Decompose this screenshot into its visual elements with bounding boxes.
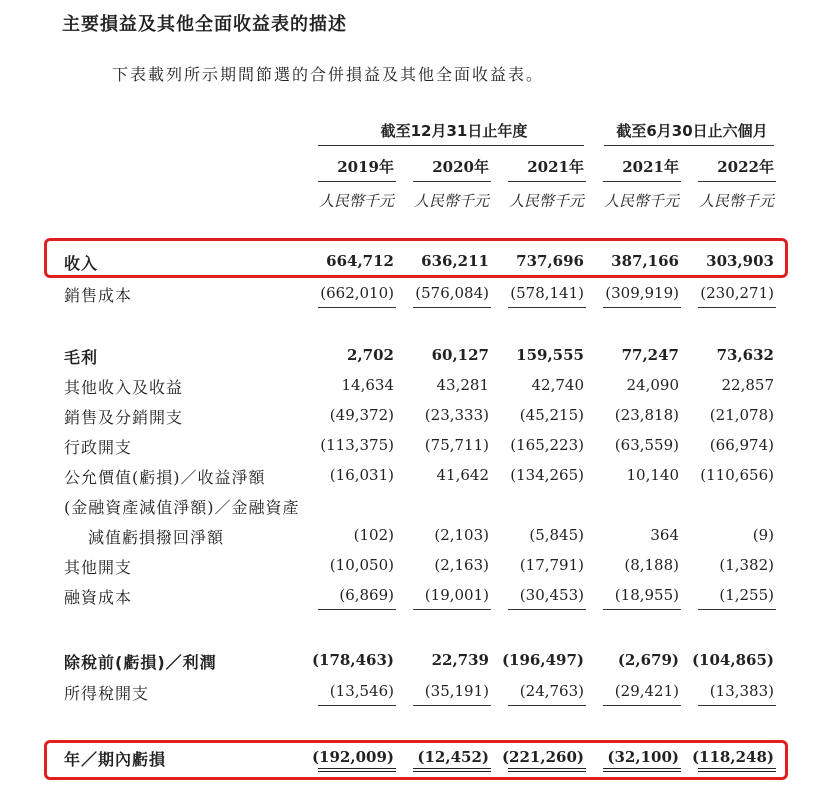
row-label: 毛利 [64,348,99,367]
row-label: 除稅前(虧損)／利潤 [64,653,217,672]
row-label: 銷售及分銷開支 [64,408,184,427]
cell-value: (6,869) [339,586,394,604]
cell-value: (9) [752,526,774,544]
row-label: 所得稅開支 [64,684,150,703]
cell-value: (13,383) [709,682,774,700]
cell-value: (102) [353,526,394,544]
subtotal-underline [413,307,491,308]
cell-value: (32,100) [607,748,679,766]
row-label: 行政開支 [64,438,133,457]
subtotal-underline [318,307,396,308]
cell-value: 387,166 [611,252,679,270]
cell-value: (1,382) [719,556,774,574]
total-double-underline [318,771,396,772]
cell-value: (16,031) [329,466,394,484]
cell-value: (134,265) [510,466,584,484]
total-double-underline [603,768,681,769]
total-double-underline [413,768,491,769]
cell-value: (5,845) [529,526,584,544]
year-underline [318,181,396,182]
cell-value: (578,141) [510,284,584,302]
table-row-income-tax [0,676,820,706]
cell-value: (1,255) [719,586,774,604]
cell-value: (110,656) [700,466,774,484]
row-label: 公允價值(虧損)／收益淨額 [64,468,266,487]
cell-value: 14,634 [341,376,394,394]
subtotal-underline [508,609,586,610]
cell-value: 42,740 [531,376,584,394]
year-header: 2021年 [527,158,584,176]
group-header-underline [318,145,584,146]
cell-value: 43,281 [436,376,489,394]
unit-label: 人民幣千元 [413,192,489,210]
cell-value: (13,546) [329,682,394,700]
table-row-impairment [0,520,820,550]
table-row-other-expenses [0,550,820,580]
table-row-cost-of-sales [0,278,820,308]
cell-value: (221,260) [501,748,584,766]
cell-value: (17,791) [519,556,584,574]
cell-value: (104,865) [691,651,774,669]
cell-value: (662,010) [320,284,394,302]
cell-value: (63,559) [614,436,679,454]
cell-value: (24,763) [519,682,584,700]
total-double-underline [318,768,396,769]
cell-value: (19,001) [424,586,489,604]
subtotal-underline [698,705,776,706]
table-row-selling-expenses [0,400,820,430]
cell-value: (21,078) [709,406,774,424]
cell-value: 24,090 [626,376,679,394]
intro-text: 下表載列所示期間節選的合併損益及其他全面收益表。 [112,65,545,84]
table-row-impairment-heading [0,490,820,520]
subtotal-underline [508,705,586,706]
cell-value: (49,372) [329,406,394,424]
row-label: 銷售成本 [64,286,133,305]
table-row-loss [0,742,820,772]
table-row-finance-costs [0,580,820,610]
cell-value: 22,857 [721,376,774,394]
total-double-underline [508,768,586,769]
cell-value: 2,702 [347,346,394,364]
cell-value: (113,375) [320,436,394,454]
cell-value: 159,555 [516,346,584,364]
cell-value: (576,084) [415,284,489,302]
cell-value: 77,247 [621,346,679,364]
table-row-revenue [0,246,820,276]
cell-value: (196,497) [501,651,584,669]
cell-value: (178,463) [311,651,394,669]
year-header: 2022年 [717,158,774,176]
cell-value: (118,248) [691,748,774,766]
group-header-underline [604,145,774,146]
year-underline [603,181,681,182]
cell-value: 664,712 [326,252,394,270]
total-double-underline [698,768,776,769]
section-heading: 主要損益及其他全面收益表的描述 [62,14,347,35]
cell-value: 60,127 [431,346,489,364]
cell-value: (29,421) [614,682,679,700]
subtotal-underline [413,609,491,610]
cell-value: (2,679) [617,651,679,669]
year-header: 2021年 [622,158,679,176]
group-header-year-end: 截至12月31日止年度 [380,122,528,140]
total-double-underline [698,771,776,772]
total-double-underline [508,771,586,772]
year-underline [413,181,491,182]
cell-value: (30,453) [519,586,584,604]
row-label: 年／期內虧損 [64,750,167,769]
year-underline [698,181,776,182]
unit-label: 人民幣千元 [698,192,774,210]
row-label: 融資成本 [64,588,133,607]
subtotal-underline [603,307,681,308]
total-double-underline [413,771,491,772]
cell-value: (35,191) [424,682,489,700]
cell-value: 303,903 [706,252,774,270]
table-row-fair-value [0,460,820,490]
cell-value: 636,211 [421,252,489,270]
subtotal-underline [603,705,681,706]
row-label: 收入 [64,254,99,273]
row-label: (金融資產減值淨額)／金融資產 [64,498,300,517]
unit-label: 人民幣千元 [603,192,679,210]
subtotal-underline [318,609,396,610]
subtotal-underline [413,705,491,706]
year-header: 2020年 [432,158,489,176]
cell-value: (230,271) [700,284,774,302]
table-row-pretax [0,645,820,675]
cell-value: 41,642 [436,466,489,484]
cell-value: (2,163) [434,556,489,574]
cell-value: (23,333) [424,406,489,424]
cell-value: (66,974) [709,436,774,454]
cell-value: 73,632 [716,346,774,364]
table-row-admin-expenses [0,430,820,460]
cell-value: (165,223) [510,436,584,454]
cell-value: (23,818) [614,406,679,424]
subtotal-underline [603,609,681,610]
cell-value: (192,009) [311,748,394,766]
cell-value: (45,215) [519,406,584,424]
subtotal-underline [508,307,586,308]
table-row-other-income [0,370,820,400]
cell-value: (309,919) [605,284,679,302]
unit-label: 人民幣千元 [318,192,394,210]
cell-value: 737,696 [516,252,584,270]
total-double-underline [603,771,681,772]
subtotal-underline [698,609,776,610]
subtotal-underline [318,705,396,706]
year-header: 2019年 [337,158,394,176]
row-label: 其他收入及收益 [64,378,184,397]
cell-value: (12,452) [417,748,489,766]
cell-value: 10,140 [626,466,679,484]
cell-value: (10,050) [329,556,394,574]
row-label: 其他開支 [64,558,133,577]
table-row-gross-profit [0,340,820,370]
row-label: 減值虧損撥回淨額 [88,528,225,547]
subtotal-underline [698,307,776,308]
unit-label: 人民幣千元 [508,192,584,210]
cell-value: (75,711) [424,436,489,454]
cell-value: 22,739 [431,651,489,669]
group-header-six-months: 截至6月30日止六個月 [616,122,768,140]
cell-value: (2,103) [434,526,489,544]
cell-value: (8,188) [624,556,679,574]
cell-value: 364 [650,526,679,544]
cell-value: (18,955) [614,586,679,604]
year-underline [508,181,586,182]
